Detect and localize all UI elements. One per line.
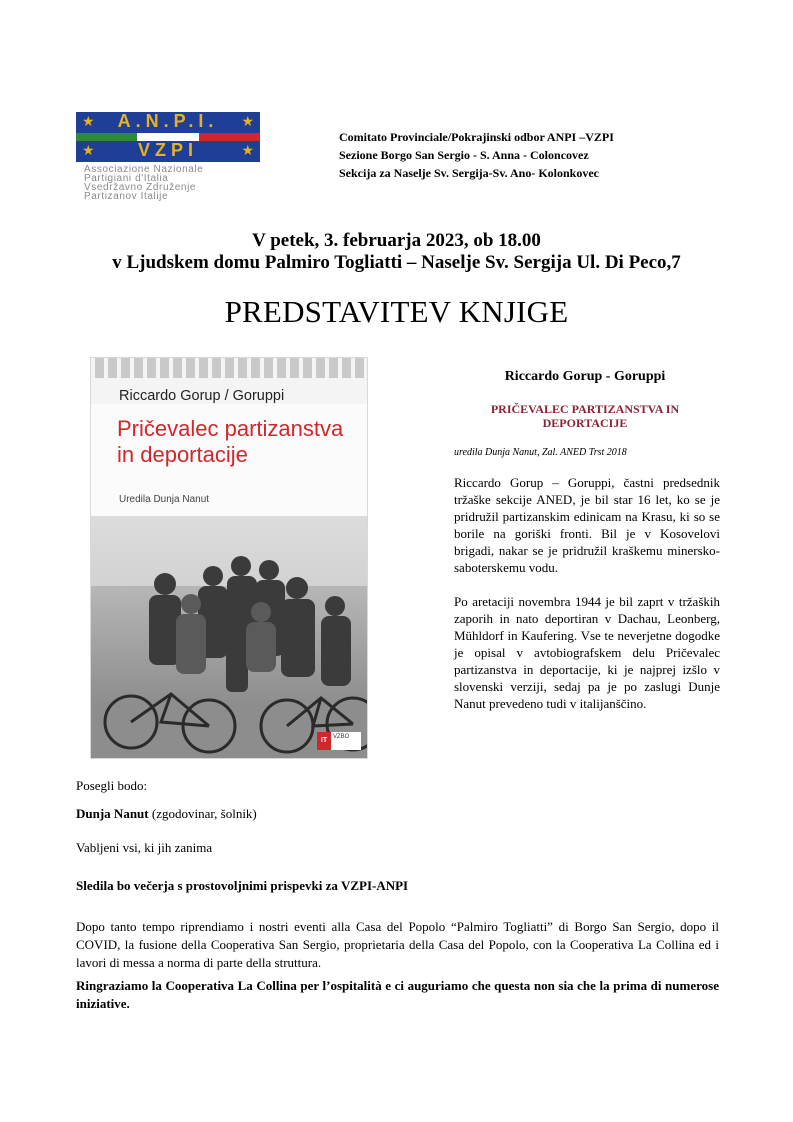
header-section-it: Sezione Borgo San Sergio - S. Anna - Coloncovez xyxy=(339,148,589,162)
speaker-entry xyxy=(76,805,257,822)
dinner-notice: Sledila bo večerja s prostovoljnimi prispevki za VZPI-ANPI xyxy=(76,878,409,893)
italian-paragraph: Dopo tanto tempo riprendiamo i nostri eventi alla Casa del Popolo “Palmiro Togliatti” di Borgo San Sergio, dopo il COVID, la fusione della Cooperativa San Sergio, proprietaria della Casa del Popolo, con la Cooperativa La Collina ed i lavori di messa a norma di parte della struttura. xyxy=(76,919,719,970)
cover-editor: Uredila Dunja Nanut xyxy=(119,494,210,505)
logo-subtitle: Partizanov Italije xyxy=(84,191,169,202)
header-committee: Comitato Provinciale/Pokrajinski odbor ANPI –VZPI xyxy=(339,130,614,144)
book-description-2: Po aretaciji novembra 1944 je bil zaprt v tržaških zaporih in nato deportiran v Dachau, Leonberg, Mühldorf in Kaufering. Vse te neverjetne dogodke je opisal v avtobiografskem delu Pričevalec partizanstva in deportacije, ki je najprej izšlo v slovenski verziji, sedaj pa je po zaslugi Dunje Nanut prevedeno tudi v italijanščino. xyxy=(454,594,720,711)
speakers-label: Posegli bodo: xyxy=(76,778,148,793)
book-author: Riccardo Gorup - Goruppi xyxy=(504,369,666,384)
star-icon: ★ xyxy=(82,144,95,159)
speaker-role: (zgodovinar, šolnik) xyxy=(148,806,257,821)
cover-title-line: in deportacije xyxy=(117,442,248,467)
book-edited-by: uredila Dunja Nanut, Zal. ANED Trst 2018 xyxy=(454,447,627,458)
cover-title-line: Pričevalec partizanstva xyxy=(117,416,344,441)
logo-subtitle: Associazione Nazionale xyxy=(84,164,204,175)
speaker-name: Dunja Nanut xyxy=(76,806,149,821)
star-icon: ★ xyxy=(241,144,254,159)
logo-anpi-text: A.N.P.I. xyxy=(117,111,219,131)
event-date: V petek, 3. februarja 2023, ob 18.00 xyxy=(252,230,541,251)
cover-author: Riccardo Gorup / Goruppi xyxy=(119,388,285,404)
anpi-vzpi-logo xyxy=(76,112,260,202)
logo-subtitle: Vsedržavno Združenje xyxy=(84,182,197,193)
book-title-line: DEPORTACIJE xyxy=(542,416,628,430)
logo-subtitle: Partigiani d'Italia xyxy=(84,173,169,184)
header-section-sl: Sekcija za Naselje Sv. Sergija-Sv. Ano- Kolonkovec xyxy=(339,166,599,180)
page-title: PREDSTAVITEV KNJIGE xyxy=(224,294,569,329)
logo-mid-band xyxy=(76,141,260,162)
book-title-line: PRIČEVALEC PARTIZANSTVA IN xyxy=(490,402,680,416)
publisher-it-mark: IT xyxy=(317,732,331,750)
cover-title xyxy=(117,416,343,468)
logo-top-band xyxy=(76,112,260,133)
star-icon: ★ xyxy=(82,115,95,130)
event-place: v Ljudskem domu Palmiro Togliatti – Naselje Sv. Sergija Ul. Di Peco,7 xyxy=(112,252,681,273)
invitation-text: Vabljeni vsi, ki jih zanima xyxy=(76,840,213,855)
cover-photo xyxy=(91,516,368,759)
star-icon: ★ xyxy=(241,115,254,130)
publisher-logo xyxy=(317,732,361,750)
book-cover-image xyxy=(90,357,368,759)
publisher-name: VZBO xyxy=(333,734,350,740)
book-description-1: Riccardo Gorup – Goruppi, častni predsednik tržaške sekcije ANED, je bil star 16 let, ko se je pridružil partizanskim edinicam na Krasu, ki so se borile na goriški fronti. Bil je v Kosovelovi brigadi, nakar se je pridružil kraškemu minersko-saboterskemu vodu. xyxy=(454,475,720,575)
book-title xyxy=(454,402,716,430)
italian-thanks: Ringraziamo la Cooperativa La Collina per l’ospitalità e ci auguriamo che questa non sia che la prima di numerose iniziative. xyxy=(76,978,719,1011)
logo-vzpi-text: VZPI xyxy=(137,140,198,160)
